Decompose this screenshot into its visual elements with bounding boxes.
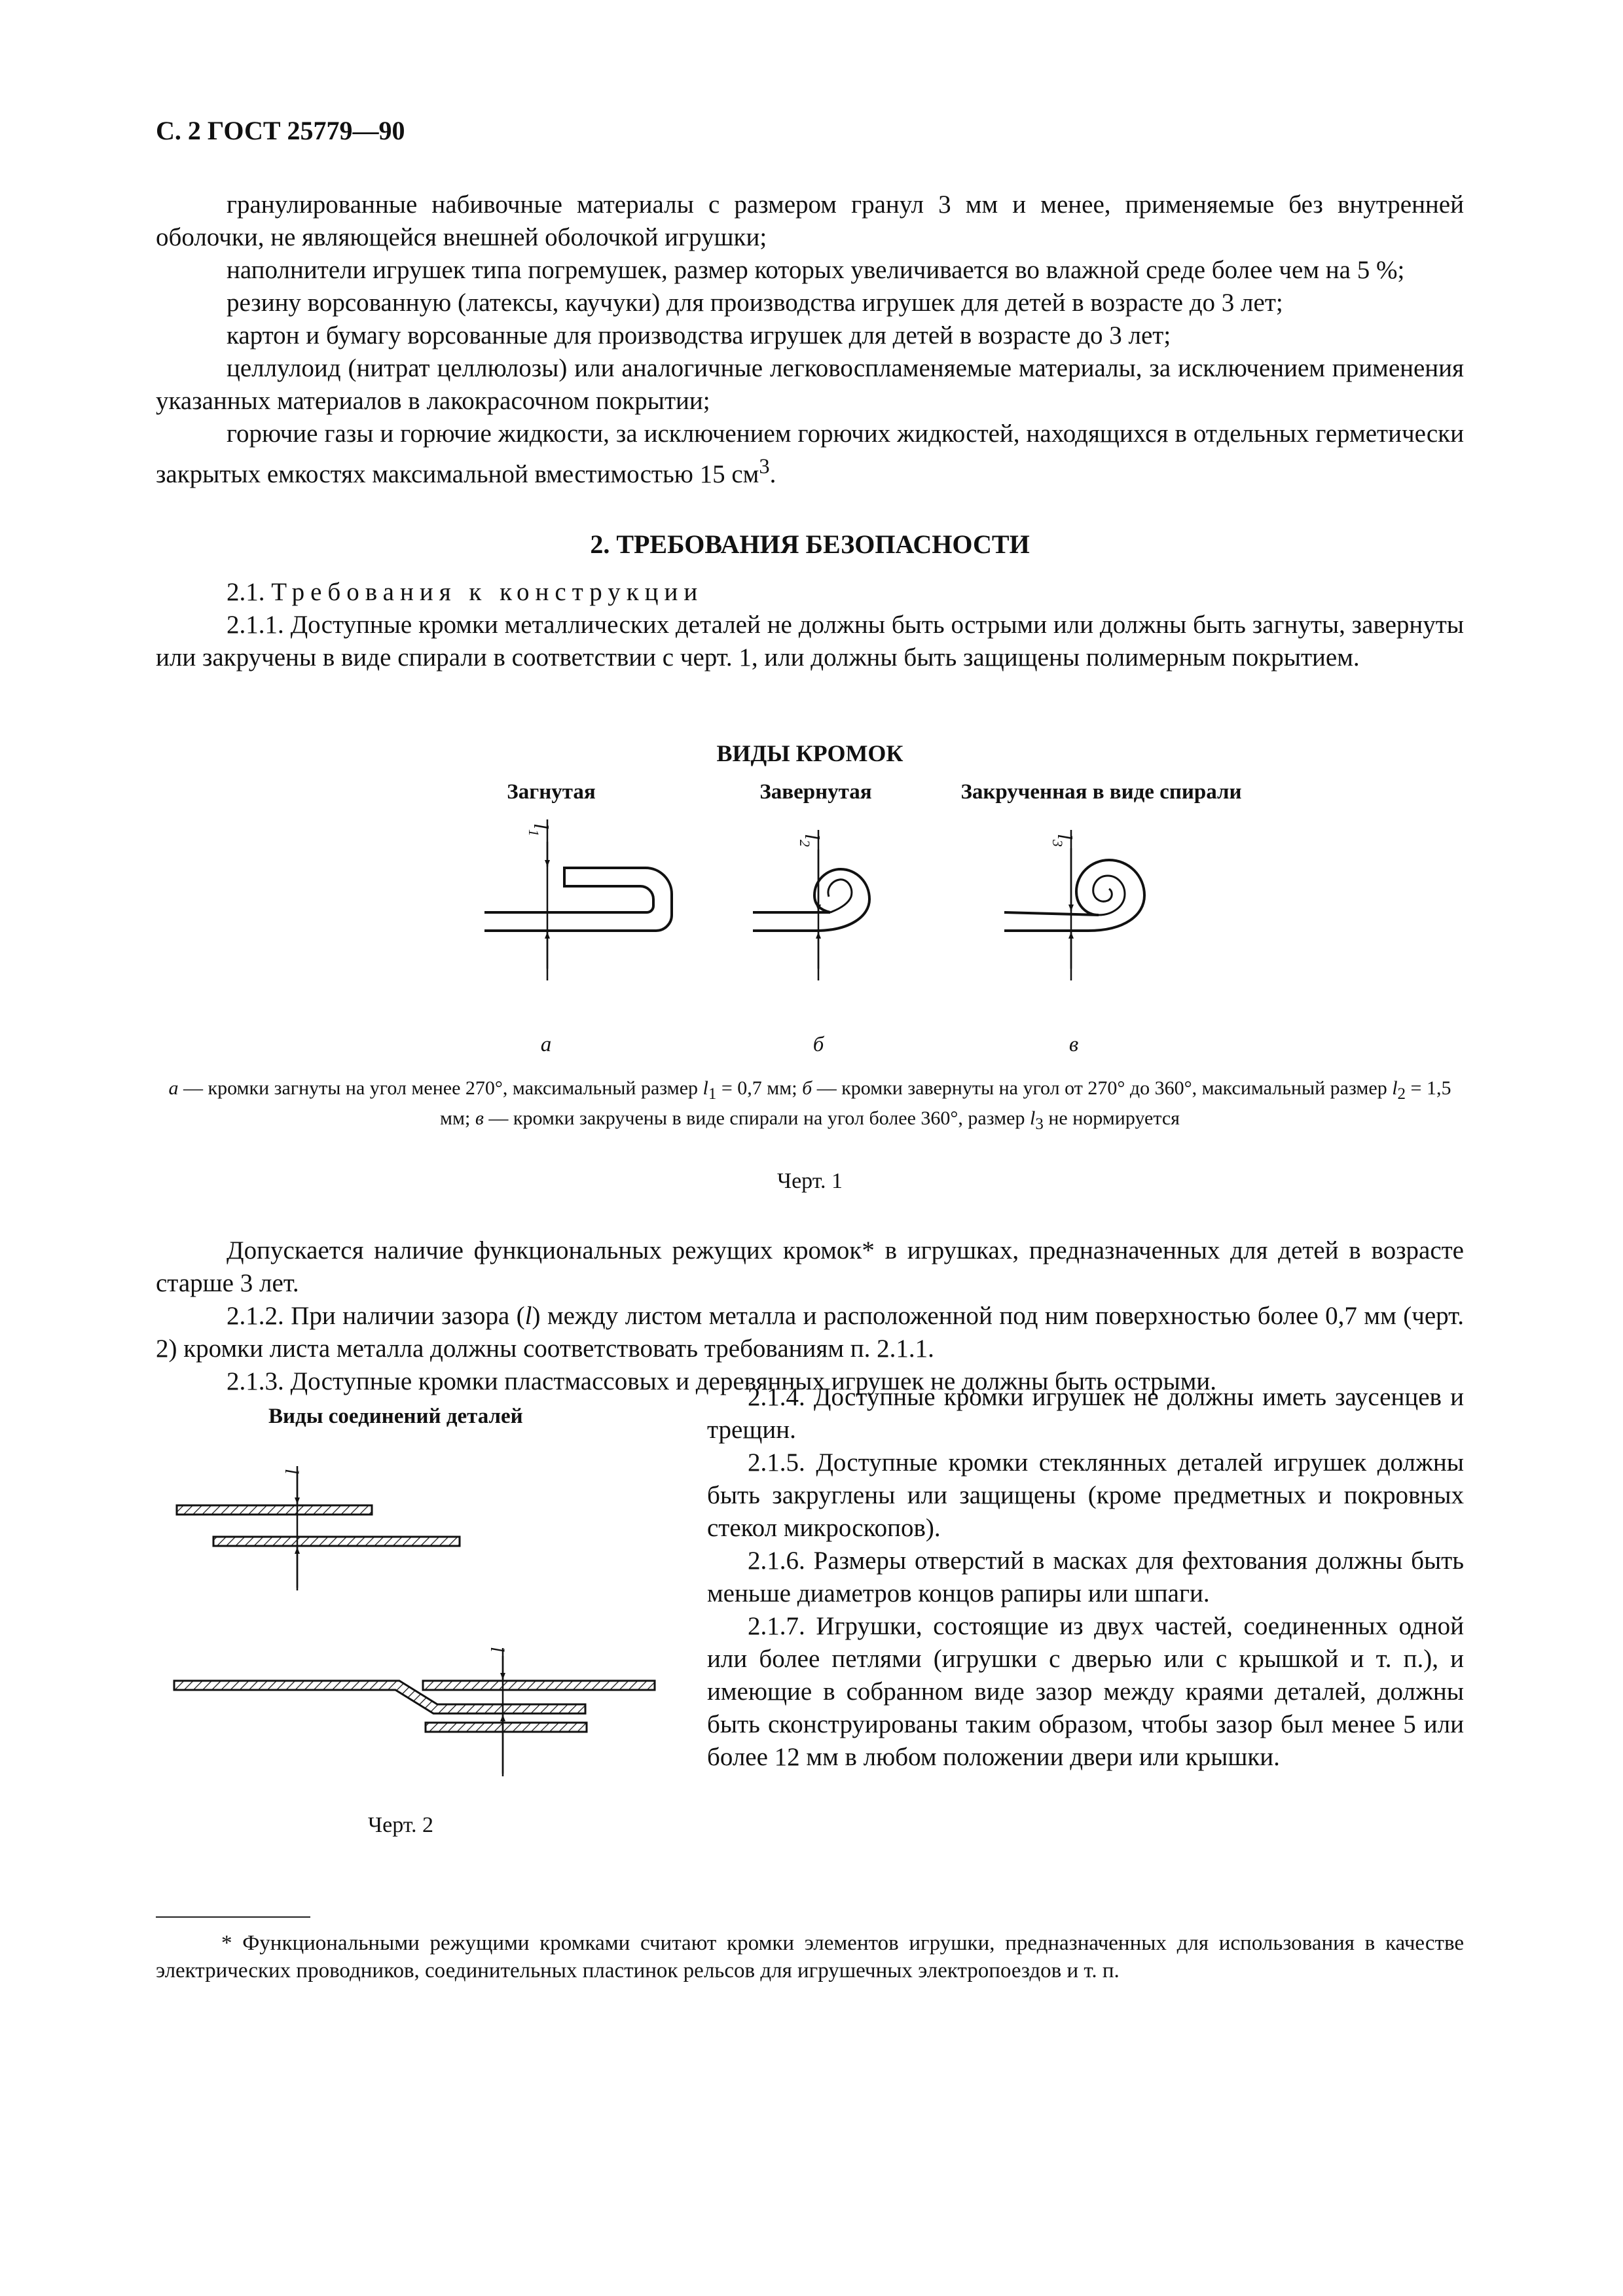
subsection-heading — [156, 576, 1464, 609]
paragraph-2-1-3: 2.1.3. Доступные кромки пластмассовых и деревянных игрушек не должны быть острыми. — [227, 1367, 1217, 1395]
superscript: 3 — [759, 455, 770, 478]
subsection-title: Требования к конструкции — [271, 578, 704, 606]
paragraph-2-1-7: 2.1.7. Игрушки, состоящие из двух частей, соединенных одной или более петлями (игрушки с дверью или с крышкой и т. п.), и имеющие в собранном виде зазор между краями деталей, должны быть сконструированы таким образом, чтобы зазор был менее 5 или более 12 мм в любом положении двери или крышки. — [707, 1612, 1464, 1771]
caption-var: l — [1029, 1107, 1036, 1129]
figure-1-title: ВИДЫ КРОМОК — [716, 740, 903, 766]
intro-item: гранулированные набивочные материалы с размером гранул 3 мм и менее, применяемые без внутренней оболочки, не являющейся внешней оболочкой игрушки; — [156, 190, 1464, 251]
paragraph-text: ) между листом металла и расположенной под ним поверхностью более 0,7 мм (черт. 2) кромки листа металла должны соответствовать требованиям п. 2.1.1. — [156, 1302, 1464, 1363]
edge-type-bent-label: Загнутая — [507, 780, 596, 804]
dimension-l-bottom: l — [486, 1647, 508, 1653]
intro-item: наполнители игрушек типа погремушек, размер которых увеличивается во влажной среде более чем на 5 %; — [227, 256, 1405, 284]
page-header: С. 2 ГОСТ 25779—90 — [156, 116, 405, 145]
intro-item: резину ворсованную (латексы, каучуки) для производства игрушек для детей в возрасте до 3 лет; — [227, 289, 1283, 317]
right-column-text — [707, 1381, 1464, 1774]
dimension-l2: $l_2$ — [797, 834, 824, 847]
after-figure-body — [156, 1234, 1464, 1398]
dimension-l3: $l_3$ — [1049, 834, 1077, 847]
caption-var: l — [702, 1077, 708, 1099]
edge-type-spiral-label: Закрученная в виде спирали — [960, 780, 1242, 804]
paragraph-2-1-2 — [156, 1300, 1464, 1365]
figure-2-drawing — [156, 1440, 680, 1806]
caption-text: не нормируется — [1043, 1107, 1180, 1129]
edge-spiral-drawing — [1004, 830, 1144, 980]
figure-1-caption — [156, 1076, 1464, 1136]
intro-item: целлулоид (нитрат целлюлозы) или аналогичные легковоспламеняемые материалы, за исключением применения указанных материалов в лакокрасочном покрытии; — [156, 354, 1464, 415]
dimension-l-top: l — [281, 1469, 302, 1475]
figure-2-title: Виды соединений деталей — [268, 1405, 523, 1428]
intro-item-last — [156, 418, 1464, 491]
paragraph-2-1-1: 2.1.1. Доступные кромки металлических деталей не должны быть острыми или должны быть загнуты, завернуты или закручены в виде спирали в соответствии с черт. 1, или должны быть защищены полимерным покрытием. — [156, 611, 1464, 672]
caption-text: = 1,5 мм; — [440, 1077, 1451, 1129]
edge-rolled-drawing — [753, 830, 869, 980]
joint-overlap-drawing — [177, 1466, 460, 1590]
caption-text: — кромки закручены в виде спирали на угол более 360°, размер — [483, 1107, 1030, 1129]
section-title: 2. ТРЕБОВАНИЯ БЕЗОПАСНОСТИ — [590, 529, 1030, 559]
caption-sub: 3 — [1035, 1115, 1044, 1133]
paragraph-2-1-6: 2.1.6. Размеры отверстий в масках для фехтования должны быть меньше диаметров концов рапиры или шпаги. — [707, 1547, 1464, 1607]
caption-text: — кромки завернуты на угол от 270° до 360°, максимальный размер — [812, 1077, 1393, 1099]
edge-bent-drawing — [484, 819, 672, 980]
figure-1-number: Черт. 1 — [776, 1169, 843, 1193]
paragraph-2-1-4: 2.1.4. Доступные кромки игрушек не должны иметь заусенцев и трещин. — [707, 1383, 1464, 1444]
footnote: * Функциональными режущими кромками считают кромки элементов игрушки, предназначенных для использования в качестве электрических проводников, соединительных пластинок рельсов для игрушечных электропоездов и т. п. — [156, 1931, 1464, 1982]
figure-label-b: б — [812, 1033, 824, 1056]
edge-drawings — [156, 732, 1464, 1020]
intro-item: картон и бумагу ворсованные для производства игрушек для детей в возрасте до 3 лет; — [227, 321, 1171, 350]
caption-sub: 1 — [708, 1085, 717, 1103]
caption-letter-c: в — [475, 1107, 484, 1129]
figure-label-a: а — [540, 1033, 552, 1056]
edge-type-rolled-label: Завернутая — [759, 780, 872, 804]
caption-sub: 2 — [1397, 1085, 1406, 1103]
sentence-end: . — [769, 460, 776, 488]
intro-list — [156, 188, 1464, 491]
paragraph-2-1-5: 2.1.5. Доступные кромки стеклянных деталей игрушек должны быть закруглены или защищены (кроме предметных и покровных стекол микроскопов). — [707, 1448, 1464, 1542]
footnote-divider — [156, 1916, 310, 1918]
caption-letter-b: б — [802, 1077, 812, 1099]
intro-item-text: горючие газы и горючие жидкости, за исключением горючих жидкостей, находящихся в отдельных герметически закрытых емкостях максимальной вместимостью 15 см — [156, 420, 1464, 488]
section-body — [156, 576, 1464, 674]
figure-label-c: в — [1068, 1033, 1079, 1056]
caption-var: l — [1392, 1077, 1398, 1099]
figure-2-number: Черт. 2 — [368, 1813, 434, 1837]
figure-1 — [156, 732, 1464, 1203]
paragraph-text: 2.1.2. При наличии зазора ( — [227, 1302, 525, 1330]
paragraph-allowed: Допускается наличие функциональных режущих кромок* в игрушках, предназначенных для детей в возрасте старше 3 лет. — [156, 1236, 1464, 1297]
caption-text: = 0,7 мм; — [716, 1077, 803, 1099]
subsection-number: 2.1. — [227, 578, 265, 606]
caption-text: — кромки загнуты на угол менее 270°, максимальный размер — [178, 1077, 703, 1099]
caption-letter-a: а — [168, 1077, 179, 1099]
dimension-l1: $l_1$ — [526, 823, 553, 836]
variable-l: l — [524, 1302, 532, 1330]
joint-offset-drawing — [174, 1648, 655, 1776]
